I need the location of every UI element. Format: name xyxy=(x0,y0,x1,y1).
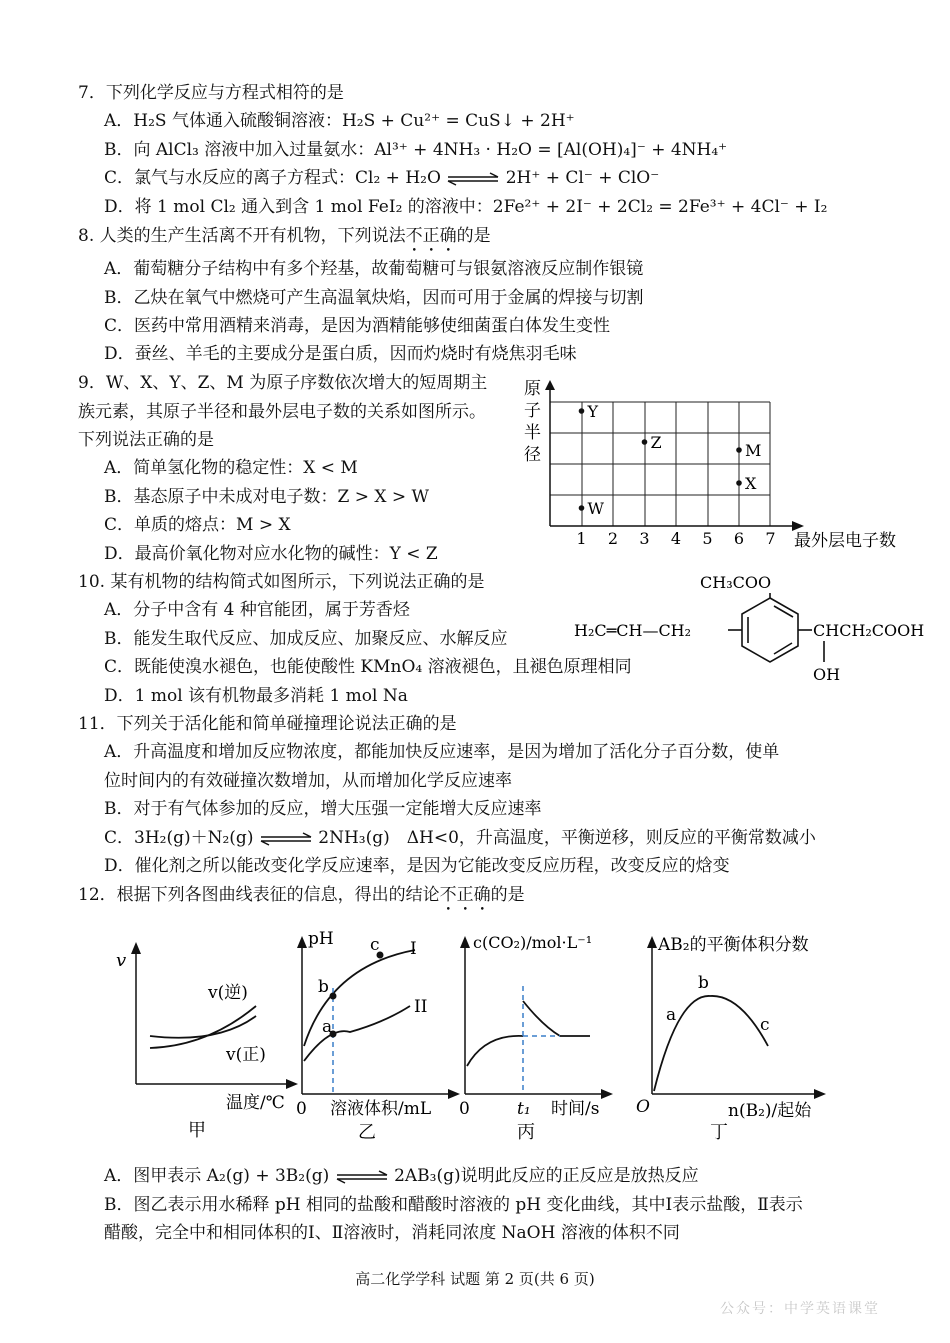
q9-ylabel-2: 子 xyxy=(524,401,541,421)
ding-origin: O xyxy=(636,1097,650,1117)
q11-option-c-left: C．3H₂(g)＋N₂(g) xyxy=(104,828,254,848)
q9-point-Z xyxy=(642,439,648,445)
q7-stem: 7．下列化学反应与方程式相符的是 xyxy=(78,83,344,103)
bing-origin: 0 xyxy=(459,1099,470,1119)
q9-point-label-M: M xyxy=(745,441,762,460)
yi-name: 乙 xyxy=(358,1122,376,1143)
q9-x-axis-arrow xyxy=(792,521,804,531)
q9-stem-line1: 9．W、X、Y、Z、M 为原子序数依次增大的短周期主 xyxy=(78,373,488,393)
q8-option-a: A．葡萄糖分子结构中有多个羟基，故葡萄糖可与银氨溶液反应制作银镜 xyxy=(104,259,644,279)
q12-option-a xyxy=(104,1165,699,1187)
graph-ding xyxy=(630,926,840,1146)
q9-point-label-Z: Z xyxy=(650,433,662,452)
q12-option-b-line1: B．图乙表示用水稀释 pH 相同的盐酸和醋酸时溶液的 pH 变化曲线，其中Ⅰ表示盐酸，Ⅱ表示 xyxy=(104,1195,803,1215)
q10-option-b: B．能发生取代反应、加成反应、加聚反应、水解反应 xyxy=(104,629,508,649)
q9-point-M xyxy=(736,447,742,453)
ding-name: 丁 xyxy=(710,1122,728,1143)
ding-x-axis-arrow xyxy=(814,1089,826,1099)
yi-label-II: II xyxy=(414,997,428,1017)
jia-ylabel: v xyxy=(116,950,127,971)
yi-label-b: b xyxy=(318,977,329,997)
q9-stem-line3: 下列说法正确的是 xyxy=(78,430,214,450)
equilibrium-arrow-icon xyxy=(446,172,500,186)
q10-option-a: A．分子中含有 4 种官能团，属于芳香烃 xyxy=(104,600,410,620)
q10-option-d: D．1 mol 该有机物最多消耗 1 mol Na xyxy=(104,686,408,706)
yi-xlabel: 溶液体积/mL xyxy=(330,1099,432,1119)
bing-curve-decay xyxy=(523,1001,590,1036)
yi-origin: 0 xyxy=(296,1099,307,1119)
q9-point-X xyxy=(736,480,742,486)
page-footer: 高二化学学科 试题 第 2 页(共 6 页) xyxy=(355,1270,595,1288)
jia-name: 甲 xyxy=(188,1120,206,1141)
q10-structure xyxy=(570,566,940,686)
bing-ylabel: c(CO₂)/mol·L⁻¹ xyxy=(473,933,593,952)
q9-option-a: A．简单氢化物的稳定性：X < M xyxy=(104,458,358,478)
q10-struct-right: CHCH₂COOH xyxy=(813,621,925,640)
benzene-ring xyxy=(728,593,824,662)
yi-curve-II xyxy=(304,1006,410,1061)
q11-option-a-line2: 位时间内的有效碰撞次数增加，从而增加化学反应速率 xyxy=(104,771,512,791)
q9-tick-6: 6 xyxy=(733,529,745,548)
q9-ylabel-1: 原 xyxy=(524,379,541,399)
ding-y-axis-arrow xyxy=(647,936,657,948)
q9-point-W xyxy=(579,505,585,511)
q9-option-d: D．最高价氧化物对应水化物的碱性：Y < Z xyxy=(104,544,438,564)
q9-y-axis-arrow xyxy=(545,380,555,390)
q8-option-b: B．乙炔在氧气中燃烧可产生高温氧炔焰，因而可用于金属的焊接与切割 xyxy=(104,288,644,308)
ding-label-c: c xyxy=(760,1015,770,1035)
q11-option-d: D．催化剂之所以能改变化学反应速率，是因为它能改变反应历程，改变反应的焓变 xyxy=(104,856,730,876)
q12-stem xyxy=(78,884,525,915)
q10-struct-bottom: OH xyxy=(813,665,841,684)
q7-option-c-right: 2H⁺ + Cl⁻ + ClO⁻ xyxy=(505,168,660,188)
q8-option-c: C．医药中常用酒精来消毒，是因为酒精能够使细菌蛋白体发生变性 xyxy=(104,316,611,336)
q9-stem-line2: 族元素，其原子半径和最外层电子数的关系如图所示。 xyxy=(78,402,486,422)
jia-label-forward: v(正) xyxy=(226,1045,266,1065)
q11-stem: 11．下列关于活化能和简单碰撞理论说法正确的是 xyxy=(78,714,457,734)
q12-option-a-left: A．图甲表示 A₂(g) + 3B₂(g) xyxy=(104,1166,330,1186)
q9-point-label-Y: Y xyxy=(587,402,599,421)
watermark: 公众号：中学英语课堂 xyxy=(720,1301,880,1317)
q9-ylabel-3: 半 xyxy=(524,423,541,443)
jia-label-reverse: v(逆) xyxy=(208,983,248,1003)
ding-xlabel: n(B₂)/起始 xyxy=(728,1101,812,1121)
q9-tick-4: 4 xyxy=(670,529,682,548)
q12-option-a-right: 2AB₃(g)说明此反应的正反应是放热反应 xyxy=(394,1166,699,1186)
q9-tick-3: 3 xyxy=(639,529,650,548)
q9-option-b: B．基态原子中未成对电子数：Z > X > W xyxy=(104,487,429,507)
q11-option-c-right: 2NH₃(g) ΔH<0，升高温度，平衡逆移，则反应的平衡常数减小 xyxy=(318,828,816,848)
ding-label-a: a xyxy=(666,1005,677,1025)
bing-t1: t₁ xyxy=(517,1099,531,1119)
yi-y-axis-arrow xyxy=(297,936,307,948)
yi-ylabel: pH xyxy=(308,929,334,949)
q9-xlabel: 最外层电子数 xyxy=(794,531,896,551)
q12-option-b-line2: 醋酸，完全中和相同体积的Ⅰ、Ⅱ溶液时，消耗同浓度 NaOH 溶液的体积不同 xyxy=(104,1223,680,1243)
q9-ylabel-4: 径 xyxy=(524,445,541,465)
bing-x-axis-arrow xyxy=(601,1089,613,1099)
bing-name: 丙 xyxy=(517,1122,535,1143)
yi-label-c: c xyxy=(370,935,380,955)
equilibrium-arrow-icon xyxy=(335,1170,389,1184)
q12-stem-text: 12．根据下列各图曲线表征的信息，得出的结论 xyxy=(78,885,440,905)
bing-curve-rise xyxy=(467,1036,523,1066)
jia-curve-reverse xyxy=(150,1016,256,1038)
q8-stem-end: 的是 xyxy=(456,226,491,246)
yi-point-b xyxy=(330,993,337,1000)
q8-option-d: D．蚕丝、羊毛的主要成分是蛋白质，因而灼烧时有烧焦羽毛味 xyxy=(104,344,577,364)
q9-tick-2: 2 xyxy=(607,529,619,548)
q9-point-Y xyxy=(579,408,585,414)
jia-curve-forward xyxy=(150,1006,256,1048)
bing-xlabel: 时间/s xyxy=(551,1099,600,1119)
q9-option-c: C．单质的熔点：M > X xyxy=(104,515,291,535)
q10-struct-top: CH₃COO xyxy=(700,573,772,592)
q9-point-label-W: W xyxy=(587,499,604,518)
q9-tick-1: 1 xyxy=(576,529,587,548)
q9-point-label-X: X xyxy=(745,474,757,493)
graph-yi xyxy=(290,926,465,1146)
q8-stem-emphasis: 不正确 xyxy=(405,226,457,246)
q12-stem-end: 的是 xyxy=(490,885,525,905)
q11-option-b: B．对于有气体参加的反应，增大压强一定能增大反应速率 xyxy=(104,799,542,819)
q7-option-b: B．向 AlCl₃ 溶液中加入过量氨水：Al³⁺ + 4NH₃ · H₂O = [Al(OH)₄]⁻ + 4NH₄⁺ xyxy=(104,140,728,160)
yi-curve-I xyxy=(304,950,415,1046)
ding-ylabel: AB₂的平衡体积分数 xyxy=(658,935,809,955)
q10-option-c: C．既能使溴水褪色，也能使酸性 KMnO₄ 溶液褪色，且褪色原理相同 xyxy=(104,657,632,677)
q8-stem-text: 8. 人类的生产生活离不开有机物，下列说法 xyxy=(78,226,406,246)
q7-option-c xyxy=(104,167,659,189)
q10-struct-left: H₂C═CH—CH₂ xyxy=(574,621,692,640)
q8-stem xyxy=(78,225,491,256)
ding-label-b: b xyxy=(698,973,709,993)
yi-label-I: I xyxy=(410,939,417,959)
q9-tick-7: 7 xyxy=(765,529,776,548)
graph-bing xyxy=(455,926,630,1146)
jia-y-axis-arrow xyxy=(131,942,141,954)
q12-stem-emphasis: 不正确 xyxy=(439,885,491,905)
q10-stem: 10. 某有机物的结构简式如图所示，下列说法正确的是 xyxy=(78,572,485,592)
bing-y-axis-arrow xyxy=(460,936,470,948)
q11-option-a-line1: A．升高温度和增加反应物浓度，都能加快反应速率，是因为增加了活化分子百分数，使单 xyxy=(104,742,780,762)
yi-label-a: a xyxy=(322,1017,333,1037)
q7-option-d: D．将 1 mol Cl₂ 通入到含 1 mol FeI₂ 的溶液中：2Fe²⁺ + 2I⁻ + 2Cl₂ = 2Fe³⁺ + 4Cl⁻ + I₂ xyxy=(104,197,828,217)
q7-option-c-left: C．氯气与水反应的离子方程式：Cl₂ + H₂O xyxy=(104,168,441,188)
equilibrium-arrow-icon xyxy=(259,832,313,846)
q7-option-a: A．H₂S 气体通入硫酸铜溶液：H₂S + Cu²⁺ = CuS↓ + 2H⁺ xyxy=(104,111,575,131)
graph-jia xyxy=(108,936,308,1146)
q11-option-c xyxy=(104,827,816,849)
q9-radius-graph xyxy=(518,374,918,554)
jia-xlabel: 温度/℃ xyxy=(226,1093,285,1113)
q9-tick-5: 5 xyxy=(702,529,713,548)
